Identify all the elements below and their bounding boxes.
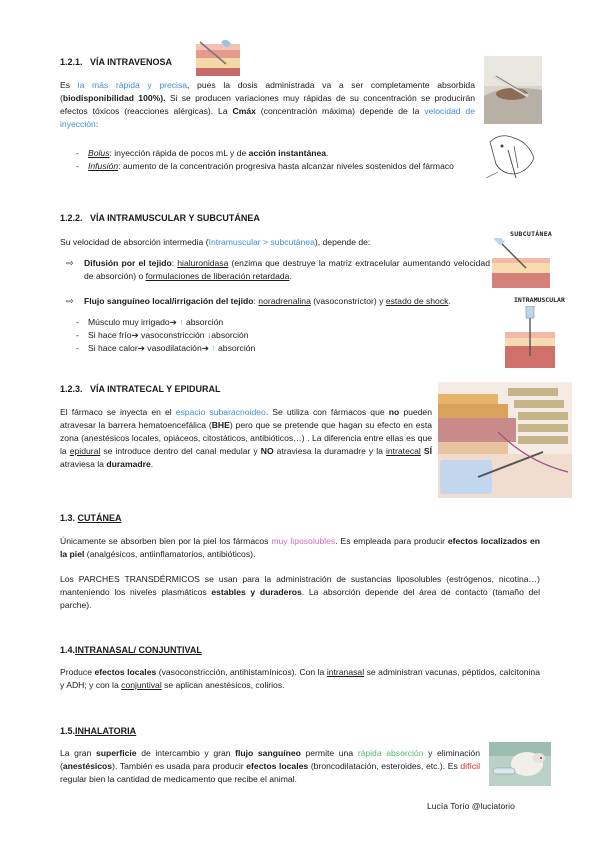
text-span: . La absorción depende del área de contacto (tamaño del parche). (60, 586, 540, 610)
bhe-bold: BHE (211, 419, 230, 430)
intrathecal-underlined: intratecal (385, 445, 421, 456)
surface-bold: superficie (95, 748, 137, 758)
text-span: Si hace calor (88, 342, 138, 353)
epidural-underlined: epidural (69, 445, 101, 456)
list-item-bolus (60, 147, 475, 160)
local-effects-bold: efectos localizados en la piel (60, 536, 540, 559)
section-title: INHALATORIA (75, 726, 137, 736)
section-15-heading (60, 725, 136, 739)
local-effects-bold: efectos locales (246, 760, 309, 771)
arrow-down-icon: ↓ (206, 329, 212, 340)
section-14-heading (60, 644, 202, 658)
text-span: absorción (215, 342, 256, 353)
cutaneous-paragraph-1 (60, 535, 540, 561)
iv-injection-illustration (196, 40, 240, 76)
highlight-im-gt-sc: Intramuscular > subcutánea (208, 237, 315, 247)
text-span: y eliminación ( (60, 748, 480, 771)
intrathecal-paragraph (60, 406, 432, 470)
text-span: El fármaco se inyecta en el (60, 407, 176, 417)
inhalation-photo (489, 742, 551, 786)
arrow-up-icon: ↑ (179, 317, 184, 327)
text-span: Los PARCHES TRANSDÉRMICOS se usan para la administración de sustancias liposolubles (estrógenos, nicotina…) manteniendo los niveles plasmáticos (60, 574, 540, 597)
highlight-rapid-absorption: rápida absorción (357, 748, 424, 758)
text-span: permite una (300, 748, 358, 758)
text-span: se introduce dentro del canal medular y (100, 445, 261, 456)
iv-list (60, 147, 475, 173)
section-title: VÍA INTRAVENOSA (90, 57, 173, 67)
text-span: : inyección rápida de pocos mL y de (109, 148, 249, 158)
section-title: VÍA INTRATECAL Y EPIDURAL (90, 384, 221, 394)
bolus-term: Bolus (88, 148, 110, 158)
arrow-right-icon: ➔ (169, 317, 177, 327)
text-span: : (95, 118, 99, 129)
section-122-heading (60, 212, 260, 226)
bioavailability-bold: biodisponibilidad 100%). (62, 92, 166, 103)
text-span: ), depende de: (314, 237, 371, 247)
text-span: : (171, 258, 178, 268)
duramadre-bold: duramadre (106, 458, 151, 469)
im-factor-1 (60, 257, 490, 283)
im-factor-2 (60, 295, 510, 308)
diffusion-bold: Difusión por el tejido (84, 258, 172, 268)
section-13-heading (60, 512, 122, 526)
iv-paragraph (60, 79, 475, 131)
text-span: absorción (183, 317, 224, 327)
list-item-cold (60, 329, 460, 342)
text-span: Produce (60, 667, 95, 677)
blood-flow-bold: flujo sanguíneo (235, 748, 301, 758)
text-span: . (448, 296, 451, 306)
white-right-arrow-icon: ⇨ (66, 258, 74, 268)
text-span: (concentración máxima) depende de la (255, 105, 425, 116)
text-span: . (150, 458, 154, 469)
list-item-muscle (60, 316, 460, 329)
text-span: ) pero que se pretende que hagan su efecto en esta zona (anestésicos locales, opiáceos, citostáticos, antibióticos…) . La diferencia entre ellas es que la (60, 419, 432, 456)
section-number: 1.4. (60, 645, 76, 655)
im-intro (60, 236, 490, 249)
delayed-release-underlined: formulaciones de liberación retardada (145, 270, 290, 281)
text-span: vasoconstricción (138, 329, 207, 340)
text-span: se administran vacunas, péptidos, calcitonina y ADH; y con la (60, 667, 540, 690)
list-item-infusion (60, 160, 475, 173)
text-span: La gran (60, 748, 96, 758)
instant-action-bold: acción instantánea (248, 148, 327, 158)
arrow-right-icon: ➔ (131, 329, 139, 340)
text-span: . Es empleada para producir (335, 536, 448, 546)
yes-bold: SÍ (420, 445, 432, 456)
text-span: (analgésicos, antiinflamatorios, antibióticos). (84, 548, 256, 559)
text-span: (broncodilatación, esteroides, etc.). Es (308, 760, 461, 771)
hyaluronidase-underlined: hialuronidasa (177, 258, 229, 268)
text-span: de intercambio y gran (136, 748, 236, 758)
highlight-injection-speed: velocidad de inyección (60, 105, 475, 129)
text-span: regular bien la cantidad de medicamento que recibe el animal. (60, 773, 297, 784)
white-right-arrow-icon: ⇨ (66, 296, 74, 306)
text-span: vasodilatación (144, 342, 202, 353)
text-span: . (289, 270, 292, 281)
text-span: absorción (211, 329, 249, 340)
anesthetics-bold: anestésicos (62, 760, 113, 771)
text-span: Si hace frío (88, 329, 132, 340)
text-span: se aplican anestésicos, colirios. (161, 679, 285, 690)
no-bold: no (388, 407, 400, 417)
dog-iv-sketch (484, 128, 542, 190)
local-effects-bold: efectos locales (94, 667, 157, 677)
list-item-heat (60, 342, 460, 355)
arrow-up-icon: ↑ (211, 342, 216, 353)
section-121-heading (60, 56, 172, 70)
subcutaneous-illustration (492, 238, 550, 288)
noradrenaline-underlined: noradrenalina (258, 296, 311, 306)
intranasal-underlined: intranasal (326, 667, 365, 677)
im-sublist (60, 316, 460, 355)
text-span: (vasoconstricción, antihistamínicos). Con la (156, 667, 327, 677)
arrow-right-icon: ➔ (137, 342, 145, 353)
highlight-liposoluble: muy liposolubles (271, 536, 336, 546)
text-span: , pues la dosis administrada va a ser completamente absorbida ( (60, 80, 475, 103)
text-span: Únicamente se absorben bien por la piel los fármacos (60, 536, 272, 546)
stable-bold: estables y duraderos (211, 586, 302, 597)
text-span: pueden atravesar la barrera hematoencefálica ( (60, 407, 432, 430)
section-number: 1.5. (60, 726, 76, 736)
section-number: 1.2.3. (60, 384, 83, 394)
text-span: Músculo muy irrigado (88, 317, 170, 327)
intramuscular-label: INTRAMUSCULAR (514, 296, 565, 304)
cmax-bold: Cmáx (232, 105, 256, 116)
text-span: (enzima que destruye la matriz extracelular aumentando velocidad de absorción) o (84, 258, 490, 281)
intramuscular-illustration (505, 306, 555, 368)
conjunctival-underlined: conjuntival (121, 679, 162, 690)
footer-author: Lucía Torío @luciatorio (427, 801, 515, 811)
text-span: Si se producen variaciones muy rápidas de su concentración se producirán efectos tóxicos (reacciones alérgicas). La (60, 92, 475, 116)
text-span: . (326, 148, 329, 158)
arrow-right-icon: ➔ (201, 342, 209, 353)
cutaneous-paragraph-2 (60, 573, 540, 612)
infusion-term: Infusión (88, 160, 119, 171)
text-span: atraviesa la duramadre y la (273, 445, 386, 456)
section-number: 1.2.1. (60, 57, 83, 67)
shock-underlined: estado de shock (385, 296, 449, 306)
intranasal-paragraph (60, 666, 540, 692)
subcutaneous-label: SUBCUTÁNEA (510, 230, 553, 238)
section-number: 1.2.2. (60, 213, 83, 223)
text-span: . Se utiliza con fármacos que (265, 407, 389, 417)
section-title: INTRANASAL/ CONJUNTIVAL (75, 645, 202, 655)
section-123-heading (60, 383, 221, 397)
blood-flow-bold: Flujo sanguíneo local/irrigación del tejido (84, 296, 254, 306)
no-caps-bold: NO (260, 445, 274, 456)
highlight-subarachnoid: espacio subaracnoideo (175, 407, 266, 417)
text-span: atraviesa la (60, 458, 107, 469)
text-span: ). También es usada para producir (112, 760, 247, 771)
highlight-fastest: la más rápida y precisa (77, 80, 188, 90)
highlight-difficult: difícil (460, 760, 480, 771)
text-span: : aumento de la concentración progresiva hasta alcanzar niveles sostenidos del fármaco (118, 160, 454, 171)
spinal-canal-diagram (438, 382, 572, 498)
iv-photo (484, 56, 542, 124)
section-title: CUTÁNEA (77, 513, 122, 523)
text-span: (vasoconstrictor) y (310, 296, 386, 306)
text-span: : (253, 296, 259, 306)
inhalation-paragraph (60, 747, 480, 786)
text-span: Su velocidad de absorción intermedia ( (60, 237, 209, 247)
text-span: Es (60, 80, 78, 90)
section-title: VÍA INTRAMUSCULAR Y SUBCUTÁNEA (90, 213, 260, 223)
section-number: 1.3. (60, 513, 76, 523)
